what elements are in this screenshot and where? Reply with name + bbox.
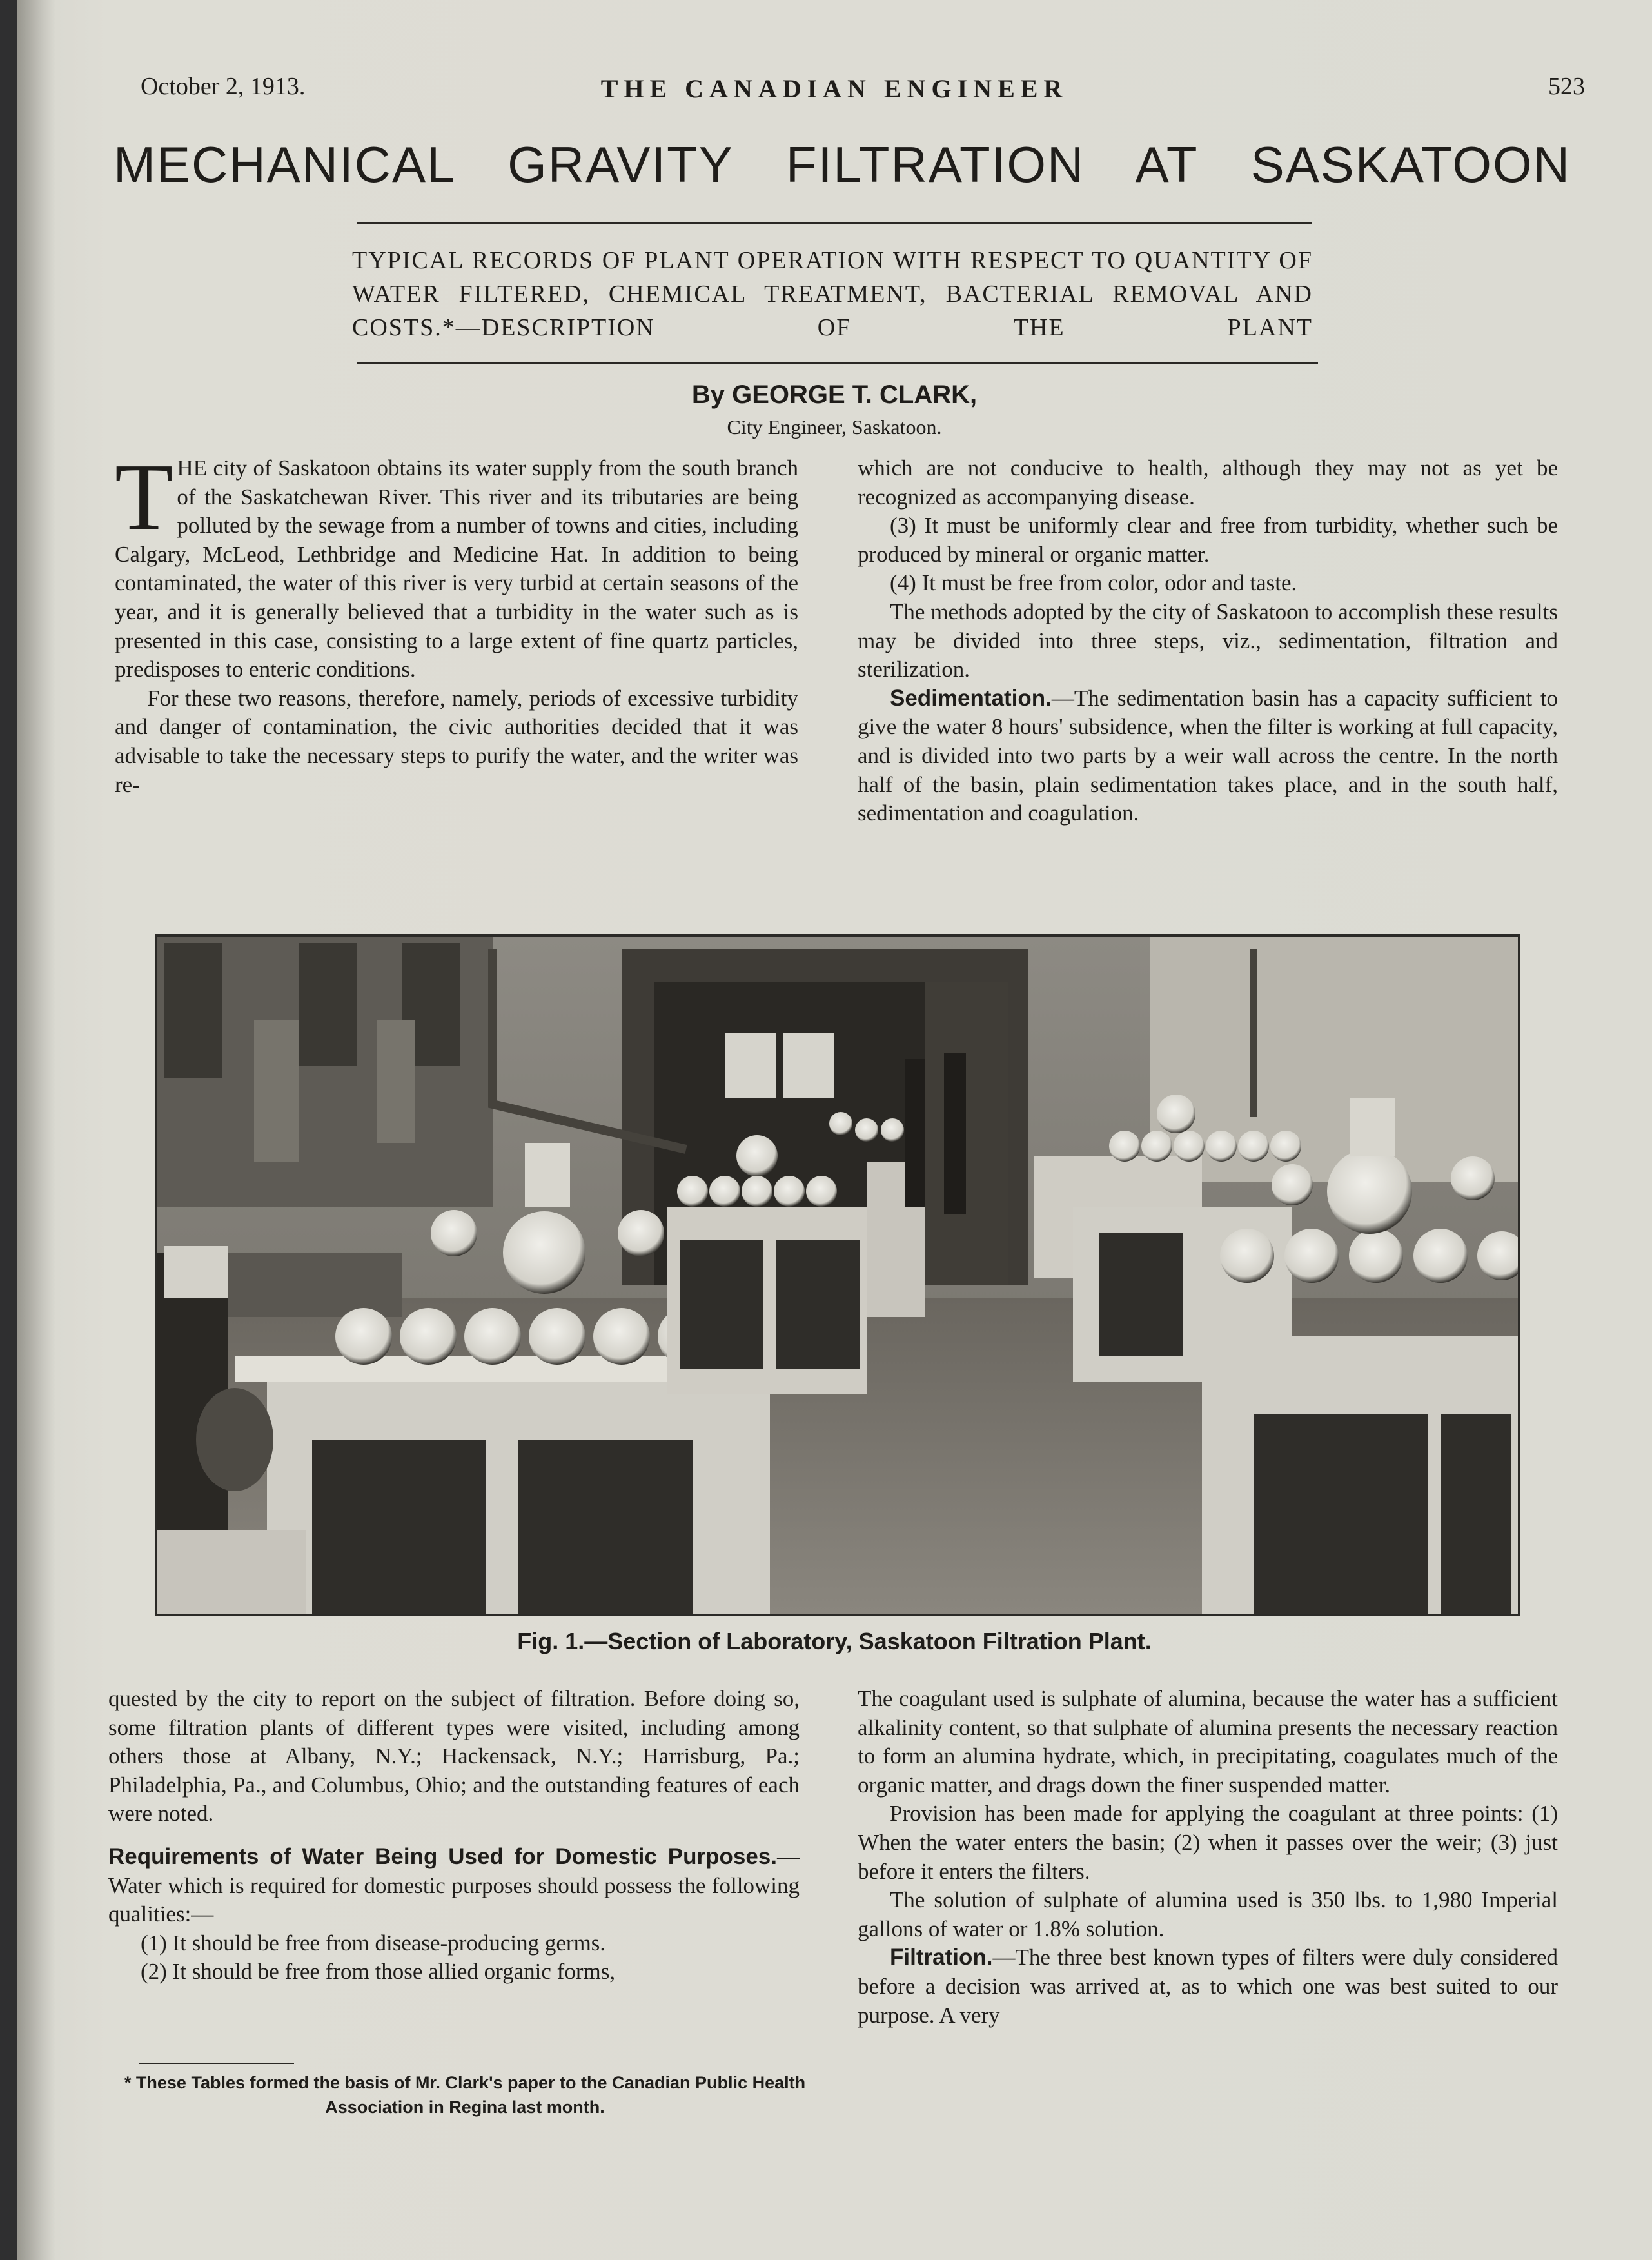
title-rule: [357, 222, 1312, 224]
article-subtitle: TYPICAL RECORDS OF PLANT OPERATION WITH RESPECT TO QUANTITY OF WATER FILTERED, CHEMICAL TREATMENT, BACTERIAL REMOVAL AND COSTS.*—DESCRIPTION OF THE PLANT: [352, 247, 1313, 341]
paragraph: The coagulant used is sulphate of alumina, because the water has a sufficient alkalinity content, so that sulphate of alumina presents the necessary reaction to form an alumina hydrate, which, in precipitating, coagulates much of the organic matter, and drags down the finer suspended matter.: [858, 1686, 1558, 1798]
issue-date: October 2, 1913.: [141, 73, 306, 100]
drop-cap: T: [115, 444, 173, 550]
paragraph: (3) It must be uniformly clear and free from turbidity, whether such be produced by mineral or organic matter.: [858, 513, 1558, 567]
page: [17, 0, 1652, 2260]
paragraph: The methods adopted by the city of Saskatoon to accomplish these results may be divided into three steps, viz., sedimentation, filtration and sterilization.: [858, 599, 1558, 682]
journal-name: THE CANADIAN ENGINEER: [600, 74, 1068, 103]
paragraph: Requirements of Water Being Used for Domestic Purposes.—Water which is required for domestic purposes should possess the following qualities:—: [108, 1843, 800, 1927]
photo-illustration: [157, 937, 1518, 1614]
paragraph: quested by the city to report on the subject of filtration. Before doing so, some filtration plants of different types were visited, including among others those at Albany, N.Y.; Hackensack, N.Y.; Harrisburg, Pa.; Philadelphia, Pa., and Columbus, Ohio; and the outstanding features of each were noted.: [108, 1686, 800, 1827]
paragraph: (1) It should be free from disease-producing germs.: [141, 1930, 606, 1956]
figure-caption: Fig. 1.—Section of Laboratory, Saskatoon Filtration Plant.: [517, 1628, 1152, 1654]
subtitle-rule: [357, 362, 1318, 364]
paragraph: Sedimentation.—The sedimentation basin has a capacity sufficient to give the water 8 hours' subsidence, when the filter is working at full capacity, and is divided into two parts by a weir wall across the centre. In the north half of the basin, plain sedimentation takes place, and in the south half, sedimentation and coagulation.: [858, 685, 1558, 826]
article-title: MECHANICAL GRAVITY FILTRATION AT SASKATOON: [113, 136, 1571, 193]
section-heading: Sedimentation.: [890, 685, 1052, 711]
paragraph: (2) It should be free from those allied organic forms,: [141, 1959, 616, 1985]
paragraph: THE city of Saskatoon obtains its water supply from the south branch of the Saskatchewan River. This river and its tributaries are being polluted by the sewage from a number of towns and cities, including Calgary, McLeod, Lethbridge and Medicine Hat. In addition to being contaminated, the water of this river is very turbid at certain seasons of the year, and it is generally believed that a turbidity in the water such as is presented in this case, consisting to a large extent of fine quartz particles, predisposes to enteric conditions.: [115, 444, 798, 682]
paragraph: For these two reasons, therefore, namely, periods of excessive turbidity and danger of contamination, the civic authorities decided that it was advisable to take the necessary steps to purify the water, and the writer was re-: [115, 685, 798, 797]
section-heading: Filtration.: [890, 1945, 993, 1970]
column-bottom-left: [108, 1685, 800, 1987]
spine-shadow: [17, 0, 55, 2260]
column-bottom-right: [858, 1685, 1558, 2030]
page-number: 523: [1548, 73, 1585, 100]
paragraph: The solution of sulphate of alumina used is 350 lbs. to 1,980 Imperial gallons of water or 1.8% solution.: [858, 1887, 1558, 1941]
author-position: City Engineer, Saskatoon.: [727, 415, 942, 439]
footnote: * These Tables formed the basis of Mr. Clark's paper to the Canadian Public Health Association in Regina last month.: [124, 2073, 806, 2117]
laboratory-photograph: [155, 934, 1520, 1616]
author-byline: By GEORGE T. CLARK,: [691, 381, 978, 409]
paragraph: which are not conducive to health, although they may not as yet be recognized as accompanying disease.: [858, 455, 1558, 510]
column-top-left: [115, 444, 798, 799]
section-heading: Requirements of Water Being Used for Domestic Purposes.: [108, 1843, 777, 1869]
column-top-right: [858, 454, 1558, 828]
footnote-rule: [139, 2063, 294, 2064]
paragraph: Provision has been made for applying the coagulant at three points: (1) When the water enters the basin; (2) when it passes over the weir; (3) just before it enters the filters.: [858, 1801, 1558, 1884]
paragraph: (4) It must be free from color, odor and taste.: [890, 570, 1297, 596]
paragraph: Filtration.—The three best known types of filters were duly considered before a decision was arrived at, as to which one was best suited to our purpose. A very: [858, 1945, 1558, 2028]
